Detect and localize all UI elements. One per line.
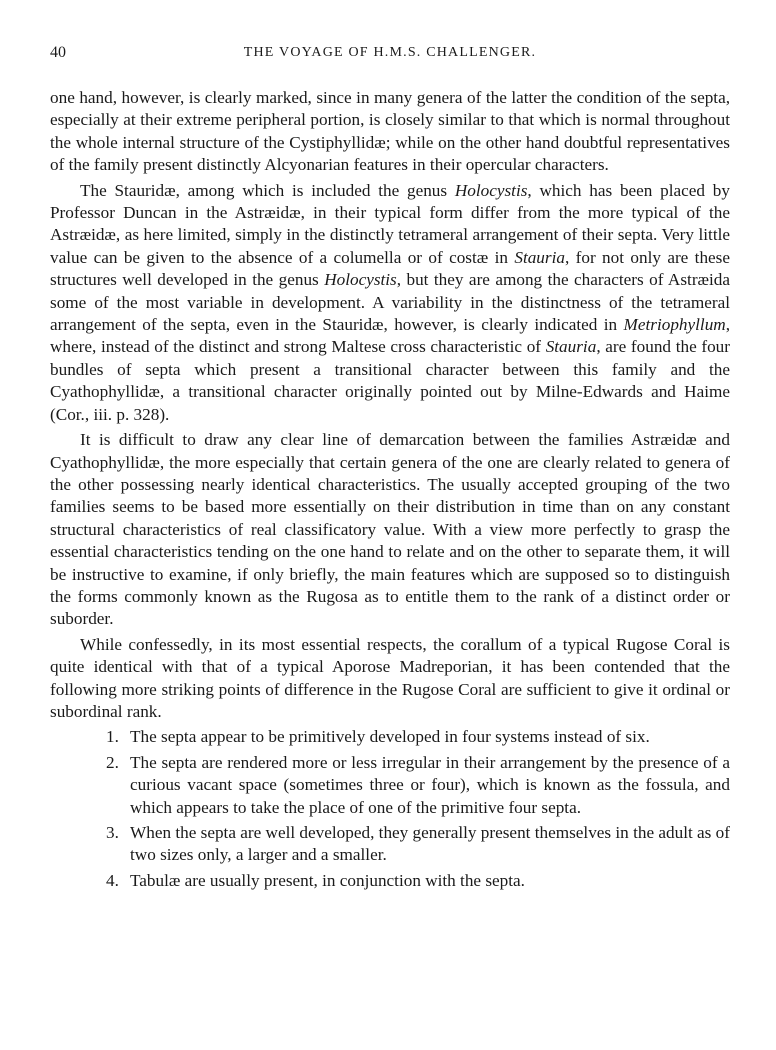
paragraphs: [50, 87, 730, 723]
numbered-list: [50, 726, 730, 892]
list-item-number: 1.: [106, 727, 119, 747]
italic-term: Stauria: [514, 247, 565, 267]
italic-term: Metriophyllum: [623, 315, 726, 335]
paragraph: [50, 634, 730, 724]
list-item-text: The septa are rendered more or less irregular in their arrangement by the presence of a curious vacant space (sometimes three or four), which is known as the fossula, and which appears to take the place of one of the primitive four septa.: [130, 752, 730, 817]
page-header: [50, 44, 730, 68]
text-segment: , for not only are these structures well developed in the genus: [50, 247, 730, 290]
paragraph: [50, 180, 730, 426]
text-segment: The Stauridæ, among which is included the genus: [80, 180, 455, 200]
list-item-text: Tabulæ are usually present, in conjunction with the septa.: [130, 870, 525, 890]
list-item-number: 4.: [106, 870, 119, 890]
italic-term: Holocystis: [324, 270, 397, 290]
body-text: [50, 87, 730, 892]
italic-term: Stauria: [545, 337, 597, 357]
text-segment: While confessedly, in its most essential respects, the corallum of a typical Rugose Coral is quite identical with that of a typical Aporose Madreporian, it has been contended that the following more striking points of difference in the Rugose Coral are sufficient to give it ordinal or subordinal rank.: [50, 634, 730, 721]
text-segment: one hand, however, is clearly marked, since in many genera of the latter the condition of the septa, especially at their extreme peripheral portion, is closely similar to that which is normal throughout the whole internal structure of the Cystiphyllidæ; while on the other hand doubtful representatives of the family present distinctly Alcyonarian features in their opercular characters.: [50, 88, 730, 175]
list-item-number: 2.: [106, 752, 119, 772]
page-number: 40: [50, 44, 66, 61]
text-segment: , but they are among the characters of Astræida some of the most variable in development. A variability in the distinctness of the tetrameral arrangement of the septa, even in the Stauridæ, however, is clearly indicated in: [50, 270, 730, 335]
list-item: [50, 752, 730, 819]
text-segment: , are found the four bundles of septa which present a transitional character between this family and the Cyathophyllidæ, a transitional character originally pointed out by Milne-Edwards and Haime (Cor., iii. p. 328).: [50, 337, 730, 424]
list-item: [50, 822, 730, 867]
paragraph: [50, 87, 730, 177]
paragraph: [50, 429, 730, 631]
italic-term: Holocystis: [454, 180, 528, 200]
list-item-text: The septa appear to be primitively developed in four systems instead of six.: [130, 727, 650, 747]
list-item: [50, 726, 730, 748]
text-segment: It is difficult to draw any clear line of demarcation between the families Astræidæ and Cyathophyllidæ, the more especially that certain genera of the one are clearly related to genera of the other possessing nearly identical characteristics. The usually accepted grouping of the two families seems to be based more essentially on their distribution in time than on any constant structural characteristics of real classificatory value. With a view more perfectly to grasp the essential characteristics tending on the one hand to relate and on the other to separate them, it will be instructive to examine, if only briefly, the main features which are supposed so to distinguish the forms commonly known as the Rugosa as to entitle them to the rank of a distinct order or suborder.: [50, 430, 730, 629]
running-title: THE VOYAGE OF H.M.S. CHALLENGER.: [243, 45, 537, 60]
text-segment: , which has been placed by Professor Duncan in the Astræidæ, in their typical form differ from the more typical of the Astræidæ, as here limited, simply in the distinctly tetrameral arrangement of their septa. Very little value can be given to the absence of a columella or of costæ in: [50, 180, 730, 267]
list-item: [50, 870, 730, 892]
list-item-number: 3.: [106, 823, 119, 842]
text-segment: , where, instead of the distinct and strong Maltese cross characteristic of: [50, 315, 730, 357]
list-item-text: When the septa are well developed, they generally present themselves in the adult as of two sizes only, a larger and a smaller.: [130, 823, 730, 865]
